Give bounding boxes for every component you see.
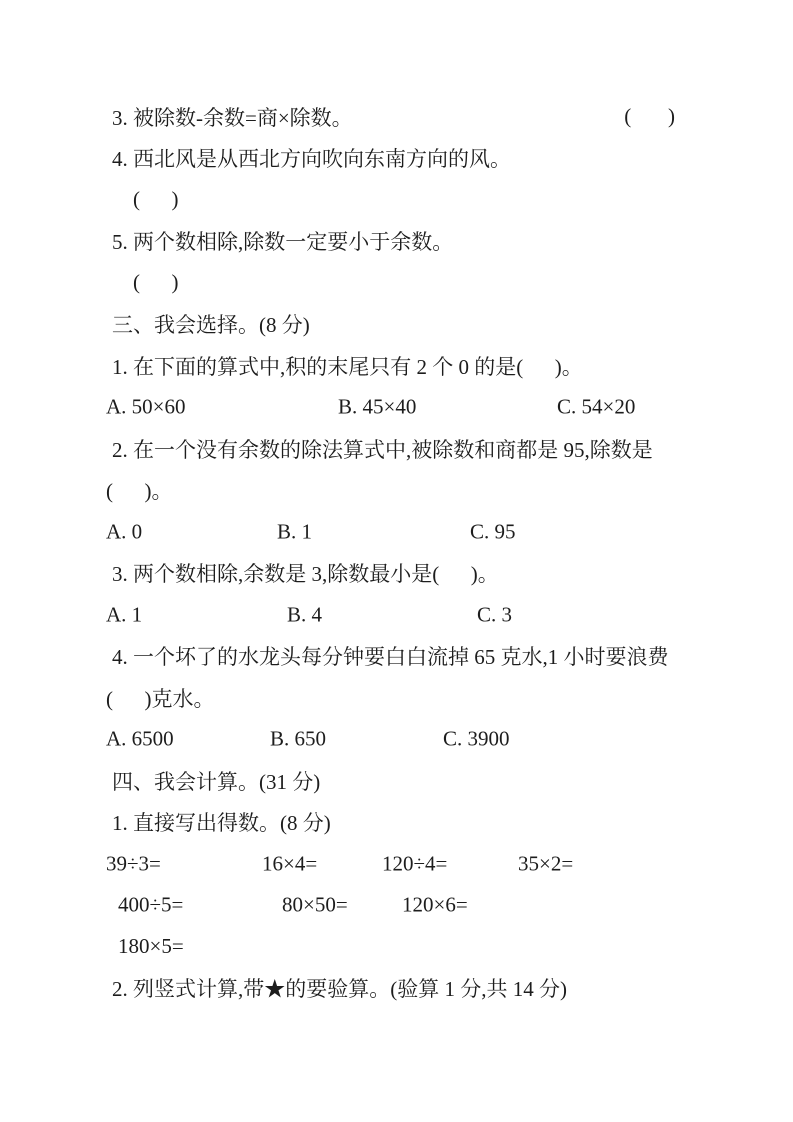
choice-q3-options-row [106,594,675,636]
choice-q4-stem-line1 [106,636,675,678]
choice-q4-option-b: B. 650 [270,726,327,751]
calc-expression: 39÷3= [106,851,161,876]
worksheet-content [106,0,675,1009]
choice-q3-stem-line [106,553,675,595]
answer-blank: ( ) [133,187,179,212]
calc-expressions-row2 [106,885,675,927]
calc-expressions-row1 [106,843,675,885]
choice-q2-options-row [106,511,675,553]
calc-expression: 400÷5= [118,892,184,917]
judge-item-3 [106,96,675,138]
choice-q3-stem: 3. 两个数相除,余数是 3,除数最小是( )。 [112,562,499,587]
choice-q1-stem: 1. 在下面的算式中,积的末尾只有 2 个 0 的是( )。 [112,354,583,379]
choice-q4-option-a: A. 6500 [106,726,174,751]
answer-blank: ( ) [133,270,179,295]
answer-blank: ( ) [624,104,675,129]
calc-expressions-row3 [106,926,675,968]
calc-expression: 120×6= [402,892,468,917]
judge-item-5-text: 5. 两个数相除,除数一定要小于余数。 [112,230,454,255]
choice-q4-options-row [106,719,675,761]
choice-q2-option-b: B. 1 [277,519,313,544]
answer-blank: ( )克水。 [106,686,215,711]
judge-item-4 [106,138,675,180]
calc-sub2-heading: 2. 列竖式计算,带★的要验算。(验算 1 分,共 14 分) [112,977,567,1002]
choice-q4-stem-line2 [106,677,675,719]
choice-q3-option-b: B. 4 [287,602,323,627]
calc-sub1-heading-line [106,802,675,844]
judge-item-5-blank-line [106,262,675,304]
calc-expression: 16×4= [262,851,318,876]
calc-expression: 120÷4= [382,851,448,876]
judge-item-4-blank-line [106,179,675,221]
choice-q2-option-c: C. 95 [470,519,516,544]
choice-q1-option-b: B. 45×40 [338,394,417,419]
calc-expression: 35×2= [518,851,574,876]
calc-expression: 180×5= [118,934,184,959]
choice-q2-stem-part1: 2. 在一个没有余数的除法算式中,被除数和商都是 95,除数是 [112,437,653,462]
calc-expression: 80×50= [282,892,348,917]
choice-q2-option-a: A. 0 [106,519,143,544]
choice-q1-option-c: C. 54×20 [557,394,636,419]
choice-q2-stem-line2 [106,470,675,512]
calc-section-heading: 四、我会计算。(31 分) [112,769,321,794]
choice-q3-option-c: C. 3 [477,602,513,627]
choice-q1-option-a: A. 50×60 [106,394,186,419]
choice-q4-stem-part1: 4. 一个坏了的水龙头每分钟要白白流掉 65 克水,1 小时要浪费 [112,645,669,670]
calc-sub2-heading-line [106,968,675,1010]
judge-item-5 [106,221,675,263]
choice-section-heading: 三、我会选择。(8 分) [112,313,310,338]
choice-q1-stem-line [106,345,675,387]
choice-q3-option-a: A. 1 [106,602,143,627]
judge-item-4-text: 4. 西北风是从西北方向吹向东南方向的风。 [112,147,511,172]
answer-blank: ( )。 [106,479,173,504]
calc-sub1-heading: 1. 直接写出得数。(8 分) [112,811,331,836]
calc-section-heading-line [106,760,675,802]
judge-item-3-text: 3. 被除数-余数=商×除数。 [112,105,353,130]
choice-section-heading-line [106,304,675,346]
choice-q1-options-row [106,387,675,429]
choice-q2-stem-line1 [106,428,675,470]
choice-q4-option-c: C. 3900 [443,726,510,751]
